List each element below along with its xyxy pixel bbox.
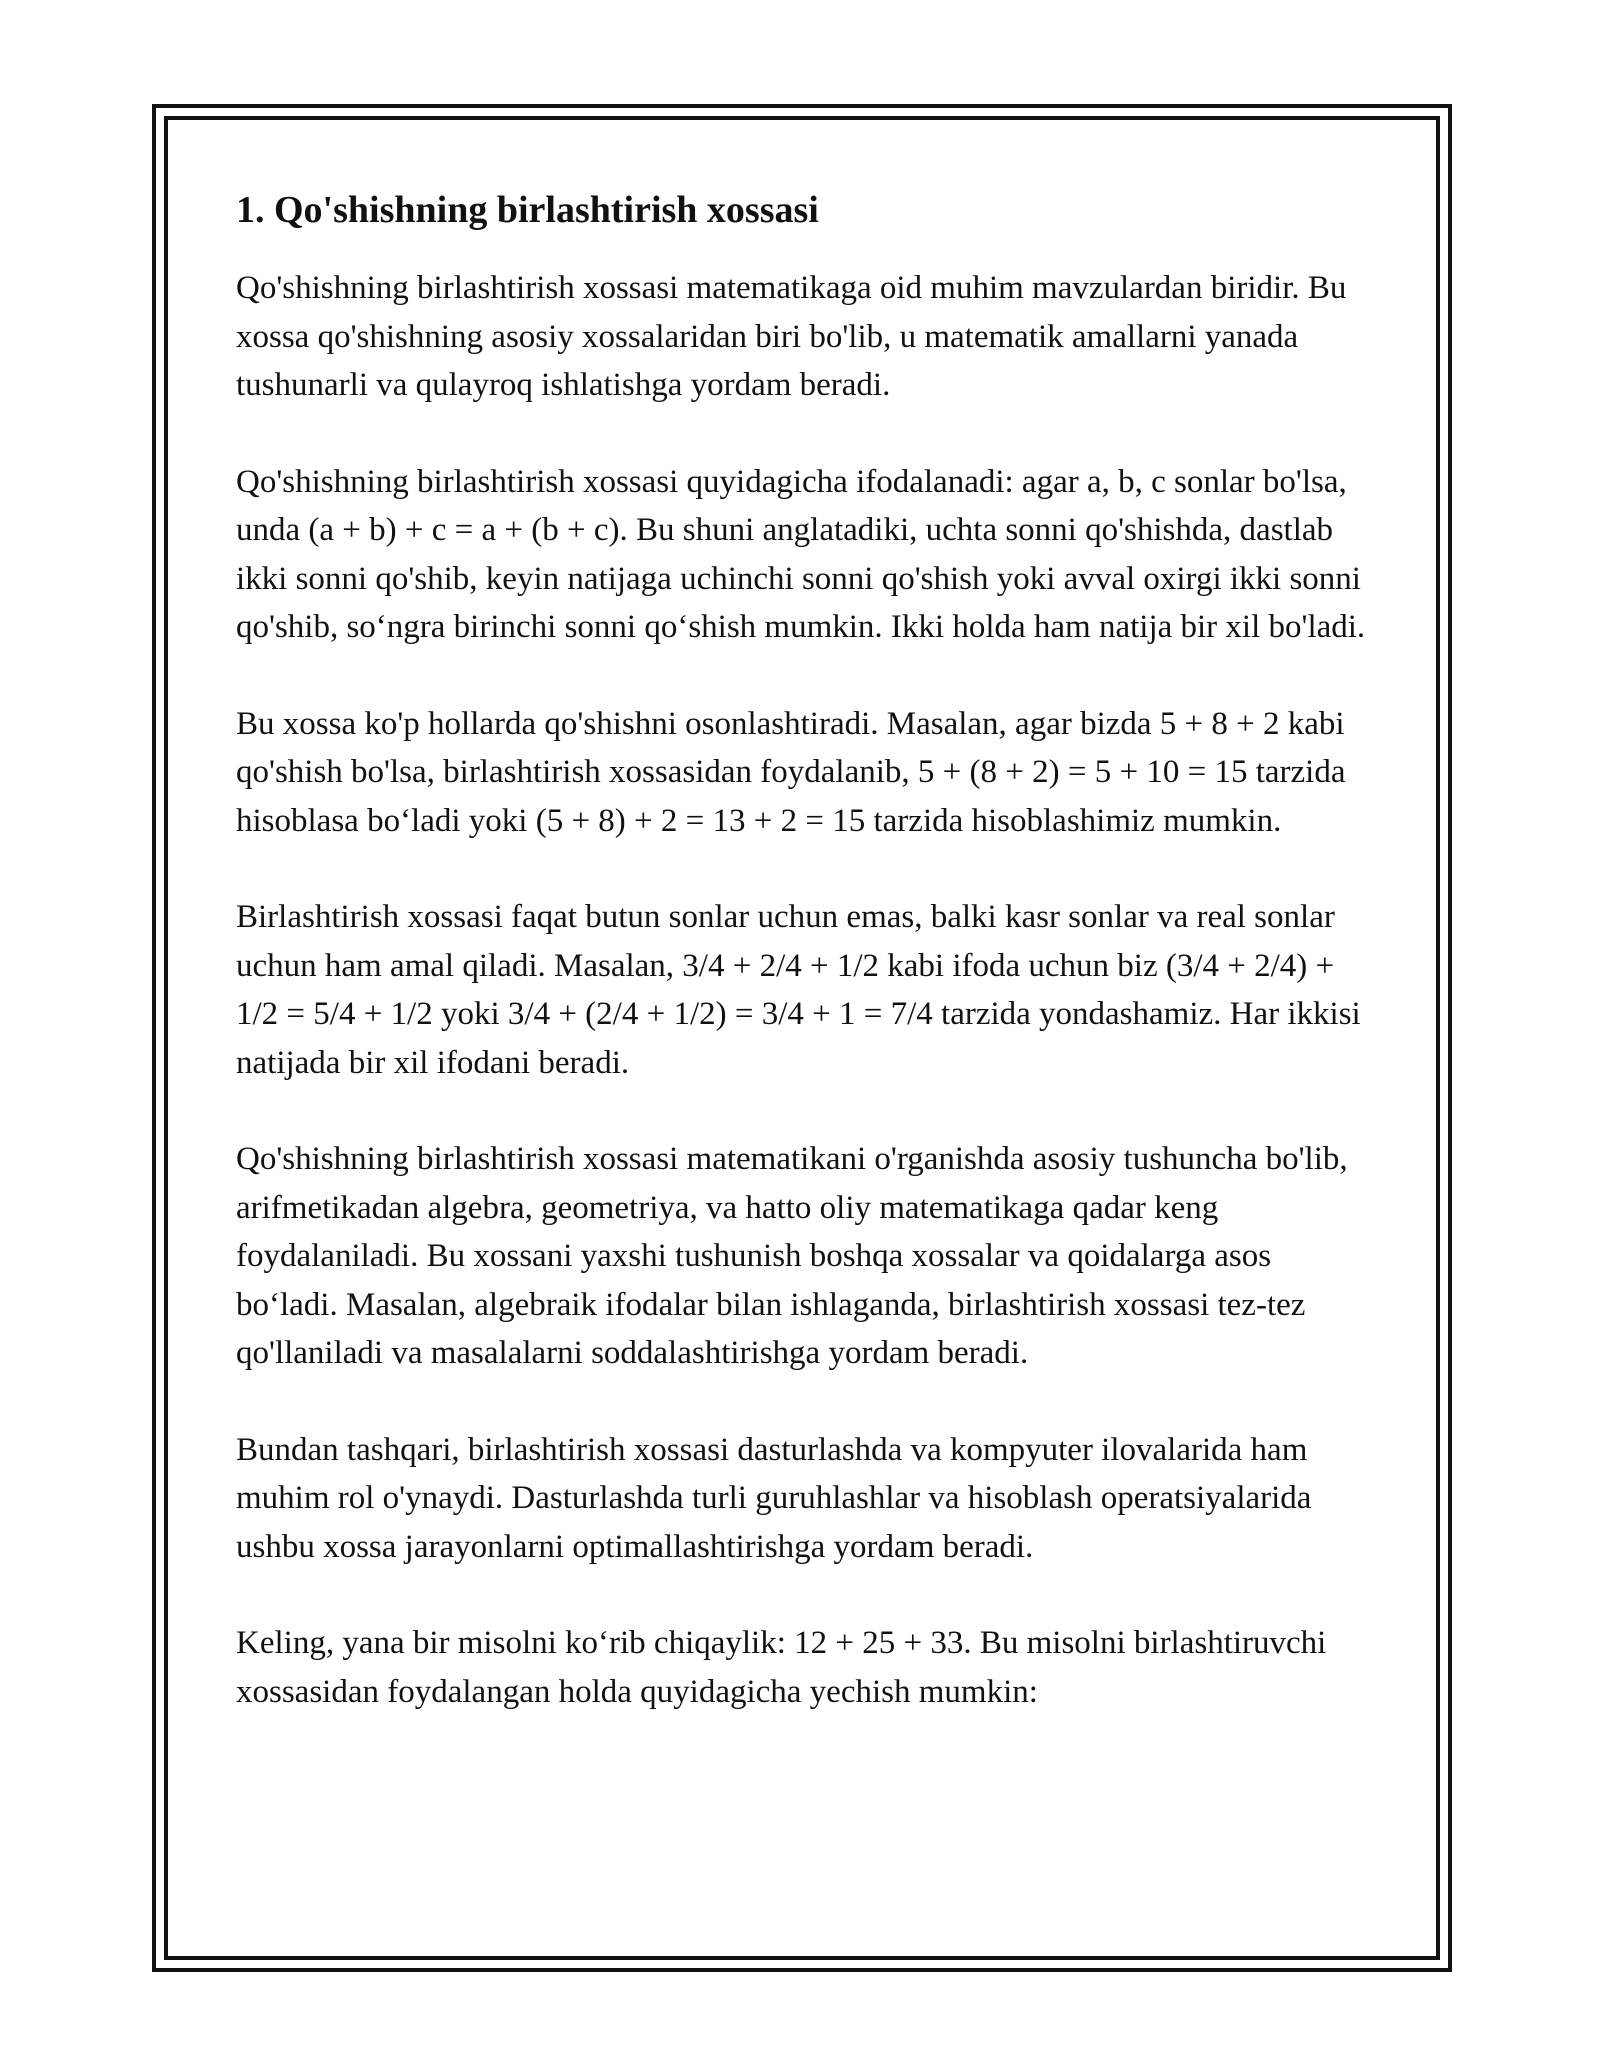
document-body xyxy=(236,186,1376,1716)
paragraph-intro: Qo'shishning birlashtirish xossasi matematikaga oid muhim mavzulardan biridir. Bu xossa qo'shishning asosiy xossalaridan biri bo'lib, u matematik amallarni yanada tushunarli va qulayroq ishlatishga yordam beradi. xyxy=(236,270,1347,403)
paragraph-fraction-example: Birlashtirish xossasi faqat butun sonlar uchun emas, balki kasr sonlar va real sonlar uchun ham amal qiladi. Masalan, 3/4 + 2/4 + 1/2 kabi ifoda uchun biz (3/4 + 2/4) + 1/2 = 5/4 + 1/2 yoki 3/4 + (2/4 + 1/2) = 3/4 + 1 = 7/4 tarzida yondashamiz. Har ikkisi natijada bir xil ifodani beradi. xyxy=(236,899,1361,1081)
paragraph-programming: Bundan tashqari, birlashtirish xossasi dasturlashda va kompyuter ilovalarida ham muhim rol o'ynaydi. Dasturlashda turli guruhlashlar va hisoblash operatsiyalarida ushbu xossa jarayonlarni optimallashtirishga yordam beradi. xyxy=(236,1431,1312,1565)
section-heading: 1. Qo'shishning birlashtirish xossasi xyxy=(236,189,819,231)
paragraph-integer-example: Bu xossa ko'p hollarda qo'shishni osonlashtiradi. Masalan, agar bizda 5 + 8 + 2 kabi qo'shish bo'lsa, birlashtirish xossasidan foydalanib, 5 + (8 + 2) = 5 + 10 = 15 tarzida hisoblasa bo‘ladi yoki (5 + 8) + 2 = 13 + 2 = 15 tarzida hisoblashimiz mumkin. xyxy=(236,705,1346,839)
paragraph-definition: Qo'shishning birlashtirish xossasi quyidagicha ifodalanadi: agar a, b, c sonlar bo'lsa, unda (a + b) + c = a + (b + c). Bu shuni anglatadiki, uchta sonni qo'shishda, dastlab ikki sonni qo'shib, keyin natijaga uchinchi sonni qo'shish yoki avval oxirgi ikki sonni qo'shib, so‘ngra birinchi sonni qo‘shish mumkin. Ikki holda ham natija bir xil bo'ladi. xyxy=(236,463,1366,645)
paragraph-next-example: Keling, yana bir misolni ko‘rib chiqaylik: 12 + 25 + 33. Bu misolni birlashtiruvchi xossasidan foydalangan holda quyidagicha yechish mumkin: xyxy=(236,1625,1327,1710)
paragraph-importance: Qo'shishning birlashtirish xossasi matematikani o'rganishda asosiy tushuncha bo'lib, arifmetikadan algebra, geometriya, va hatto oliy matematikaga qadar keng foydalaniladi. Bu xossani yaxshi tushunish boshqa xossalar va qoidalarga asos bo‘ladi. Masalan, algebraik ifodalar bilan ishlaganda, birlashtirish xossasi tez-tez qo'llaniladi va masalalarni soddalashtirishga yordam beradi. xyxy=(236,1141,1348,1371)
